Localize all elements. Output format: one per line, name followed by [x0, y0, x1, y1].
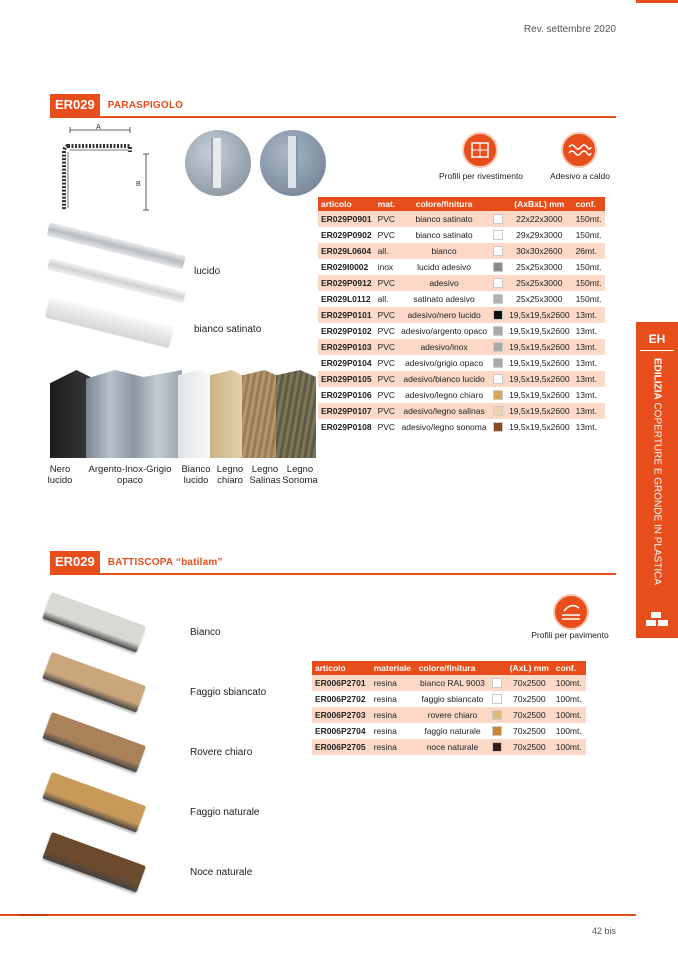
col-conf: conf.	[553, 661, 586, 675]
package: 13mt.	[573, 339, 605, 355]
size: 19,5x19,5x2600	[506, 307, 573, 323]
corner-profile-diagram	[50, 122, 162, 216]
side-tab-code: EH	[648, 332, 666, 346]
footer-line	[0, 914, 636, 916]
color-swatch	[490, 323, 506, 339]
color-swatch-box	[493, 294, 503, 304]
swatch-caption-legno-chiaro: Legno chiaro	[216, 464, 244, 486]
col-articolo: articolo	[312, 661, 371, 675]
section-title: BATTISCOPA “batilam”	[107, 556, 223, 568]
battiscopa-table	[312, 661, 586, 755]
article-code: ER029P0108	[321, 422, 372, 432]
color-swatch-box	[493, 358, 503, 368]
swatch-caption-legno-salinas: Legno Salinas	[249, 464, 281, 486]
floor-profiles-icon-group	[553, 594, 589, 630]
article-code: ER029P0102	[321, 326, 372, 336]
col-swatch	[490, 197, 506, 211]
finish: satinato adesivo	[413, 294, 475, 304]
finish: adesivo/legno sonoma	[401, 422, 487, 432]
battiscopa-image	[42, 652, 146, 713]
finish: adesivo/nero lucido	[398, 307, 490, 323]
side-tab-title: EDILIZIA COPERTURE E GRONDE IN PLASTICA	[651, 358, 663, 586]
finish: adesivo/bianco lucido	[398, 371, 490, 387]
battiscopa-label: Rovere chiaro	[190, 747, 253, 758]
color-swatch	[490, 275, 506, 291]
color-swatch-box	[492, 710, 502, 720]
color-swatch	[490, 211, 506, 227]
color-swatch	[490, 243, 506, 259]
finish: bianco	[398, 243, 490, 259]
corner-photo-1	[185, 130, 251, 196]
color-swatch-box	[493, 278, 503, 288]
table-row	[312, 675, 586, 691]
size: 19,5x19,5x2600	[509, 390, 570, 400]
col-colore: colore/finitura	[398, 197, 490, 211]
size: 19,5x19,5x2600	[509, 358, 570, 368]
color-swatch-box	[492, 694, 502, 704]
battiscopa-image	[42, 772, 146, 833]
table-row	[318, 387, 605, 403]
color-swatch	[490, 403, 506, 419]
package: 13mt.	[575, 422, 597, 432]
bricks-icon	[646, 612, 668, 626]
col-size: (AxL) mm	[506, 661, 553, 675]
article-code: ER029L0604	[318, 243, 375, 259]
floor-profiles-caption: Profili per pavimento	[531, 630, 609, 640]
top-accent-bar	[636, 0, 678, 3]
swatch-bianco	[178, 370, 214, 458]
size: 70x2500	[506, 707, 553, 723]
finish: faggio naturale	[424, 726, 481, 736]
color-swatch-box	[493, 326, 503, 336]
material: PVC	[377, 358, 396, 368]
col-conf: conf.	[573, 197, 605, 211]
article-code: ER029P0912	[318, 275, 375, 291]
paraspigolo-table	[318, 197, 605, 435]
swatch-legno-chiaro	[210, 370, 246, 458]
color-swatch-box	[493, 230, 503, 240]
material: PVC	[377, 390, 396, 400]
article-code: ER029P0106	[321, 390, 372, 400]
material: PVC	[375, 371, 398, 387]
article-code: ER029P0107	[318, 403, 375, 419]
package: 100mt.	[555, 726, 582, 736]
battiscopa-image	[42, 832, 146, 893]
article-code: ER029I0002	[321, 262, 369, 272]
floor-profiles-icon	[553, 594, 589, 630]
footer-accent	[18, 914, 48, 916]
swatch-caption-nero: Nero lucido	[47, 464, 73, 486]
table-row	[318, 307, 605, 323]
size: 19,5x19,5x2600	[509, 326, 570, 336]
table-row	[318, 291, 605, 307]
table-row	[318, 403, 605, 419]
color-swatch	[490, 371, 506, 387]
page-number: 42 bis	[591, 926, 616, 936]
size: 19,5x19,5x2600	[506, 371, 573, 387]
battiscopa-label: Faggio naturale	[190, 807, 260, 818]
article-code: ER029P0104	[321, 358, 372, 368]
corner-photo-2	[260, 130, 326, 196]
profiles-cladding-caption: Profili per rivestimento	[438, 171, 524, 181]
package: 13mt.	[575, 390, 597, 400]
hot-adhesive-caption: Adesivo a caldo	[549, 171, 610, 181]
table-row	[318, 259, 605, 275]
material: PVC	[375, 211, 398, 227]
finish: adesivo/legno salinas	[398, 403, 490, 419]
table-row	[318, 355, 605, 371]
package: 100mt.	[553, 707, 586, 723]
package: 100mt.	[553, 675, 586, 691]
color-swatch-box	[492, 726, 502, 736]
color-swatch	[489, 675, 506, 691]
swatch-caption-legno-sonoma: Legno Sonoma	[282, 464, 318, 486]
color-swatch-box	[493, 374, 503, 384]
col-mat: mat.	[375, 197, 398, 211]
article-code: ER006P2701	[312, 675, 371, 691]
section-divider	[50, 116, 616, 118]
package: 150mt.	[573, 211, 605, 227]
material: resina	[371, 707, 416, 723]
color-swatch	[489, 739, 506, 755]
battiscopa-image	[42, 592, 146, 653]
color-swatch	[490, 227, 506, 243]
finish: bianco satinato	[415, 230, 473, 240]
package: 13mt.	[573, 371, 605, 387]
article-code: ER029P0103	[318, 339, 375, 355]
material: all.	[375, 243, 398, 259]
package: 150mt.	[575, 262, 602, 272]
table-row	[312, 707, 586, 723]
swatch-caption-argento: Argento-Inox-Grigio opaco	[88, 464, 172, 486]
finish: bianco satinato	[398, 211, 490, 227]
color-swatch	[490, 259, 506, 275]
size: 19,5x19,5x2600	[506, 403, 573, 419]
battiscopa-label: Noce naturale	[190, 867, 253, 878]
package: 13mt.	[573, 403, 605, 419]
package: 100mt.	[555, 694, 582, 704]
table-row	[318, 339, 605, 355]
table-row	[318, 227, 605, 243]
table-row	[318, 371, 605, 387]
color-swatch-box	[493, 342, 503, 352]
hot-adhesive-icon	[561, 132, 597, 168]
hot-adhesive-icon-group	[561, 132, 597, 168]
table-row	[312, 723, 586, 739]
color-swatch-box	[493, 406, 503, 416]
material: resina	[373, 694, 397, 704]
article-code: ER029P0902	[321, 230, 372, 240]
color-swatch-box	[493, 422, 503, 432]
material: PVC	[375, 307, 398, 323]
article-code: ER006P2702	[315, 694, 366, 704]
package: 100mt.	[553, 739, 586, 755]
size: 19,5x19,5x2600	[506, 339, 573, 355]
color-swatch-box	[492, 678, 502, 688]
color-swatches	[50, 370, 316, 458]
color-swatch	[490, 355, 506, 371]
table-row	[312, 739, 586, 755]
revision-date: Rev. settembre 2020	[523, 24, 616, 35]
size: 25x25x3000	[516, 262, 563, 272]
color-swatch	[490, 307, 506, 323]
swatch-legno-salinas	[242, 370, 280, 458]
size: 25x25x3000	[516, 294, 563, 304]
size: 25x25x3000	[506, 275, 573, 291]
table-row	[312, 691, 586, 707]
label-lucido: lucido	[194, 266, 221, 277]
material: PVC	[375, 403, 398, 419]
section-paraspigolo-header	[50, 94, 183, 116]
side-category-tab	[636, 322, 678, 638]
battiscopa-label: Bianco	[190, 627, 221, 638]
table-row	[318, 419, 605, 435]
article-code: ER029L0112	[321, 294, 371, 304]
finish: noce naturale	[416, 739, 490, 755]
material: resina	[373, 726, 397, 736]
package: 150mt.	[573, 275, 605, 291]
finish: faggio sbiancato	[421, 694, 484, 704]
color-swatch	[490, 387, 506, 403]
table-row	[318, 323, 605, 339]
battiscopa-image	[42, 712, 146, 773]
color-swatch-box	[493, 262, 503, 272]
package: 150mt.	[575, 294, 602, 304]
package: 150mt.	[575, 230, 602, 240]
swatch-caption-bianco: Bianco lucido	[181, 464, 211, 486]
finish: rovere chiaro	[416, 707, 490, 723]
table-row	[318, 211, 605, 227]
label-bianco-satinato: bianco satinato	[194, 324, 262, 335]
finish: bianco RAL 9003	[416, 675, 490, 691]
profiles-cladding-icon-group	[462, 132, 498, 168]
section-battiscopa-header	[50, 551, 223, 573]
size: 19,5x19,5x2600	[509, 422, 570, 432]
article-code: ER029P0101	[318, 307, 375, 323]
material: all.	[377, 294, 389, 304]
table-row	[318, 275, 605, 291]
table-header-row	[318, 197, 605, 211]
material: inox	[377, 262, 394, 272]
size: 29x29x3000	[516, 230, 563, 240]
col-swatch	[489, 661, 506, 675]
finish: adesivo/legno chiaro	[405, 390, 484, 400]
article-code: ER029P0901	[318, 211, 375, 227]
material: PVC	[375, 275, 398, 291]
color-swatch-box	[493, 214, 503, 224]
size: 22x22x3000	[506, 211, 573, 227]
col-articolo: articolo	[318, 197, 375, 211]
material: resina	[371, 675, 416, 691]
color-swatch	[490, 339, 506, 355]
table-row	[318, 243, 605, 259]
finish: adesivo/grigio opaco	[405, 358, 484, 368]
color-swatch-box	[493, 310, 503, 320]
section-divider	[50, 573, 616, 575]
article-code: ER006P2703	[312, 707, 371, 723]
color-swatch	[490, 419, 506, 435]
material: PVC	[377, 230, 396, 240]
size: 30x30x2600	[506, 243, 573, 259]
dimension-b-label: B	[136, 181, 141, 188]
dimension-a-label: A	[96, 124, 101, 131]
finish: adesivo/argento opaco	[401, 326, 488, 336]
color-swatch	[490, 291, 506, 307]
article-code: ER006P2705	[312, 739, 371, 755]
article-code: ER029P0105	[318, 371, 375, 387]
table-header-row	[312, 661, 586, 675]
package: 13mt.	[575, 326, 597, 336]
col-colore: colore/finitura	[416, 661, 490, 675]
section-code: ER029	[50, 551, 100, 573]
color-swatch	[489, 691, 506, 707]
size: 70x2500	[506, 675, 553, 691]
profiles-cladding-icon	[462, 132, 498, 168]
package: 13mt.	[573, 307, 605, 323]
finish: adesivo/inox	[398, 339, 490, 355]
swatch-legno-sonoma	[276, 370, 316, 458]
col-size: (AxBxL) mm	[506, 197, 573, 211]
color-swatch-box	[492, 742, 502, 752]
color-swatch	[489, 723, 506, 739]
size: 70x2500	[512, 694, 546, 704]
package: 26mt.	[573, 243, 605, 259]
material: PVC	[377, 326, 396, 336]
section-title: PARASPIGOLO	[107, 99, 184, 111]
swatch-argento-inox-grigio	[86, 370, 182, 458]
finish: adesivo	[398, 275, 490, 291]
package: 13mt.	[575, 358, 597, 368]
color-swatch-box	[493, 390, 503, 400]
col-materiale: materiale	[371, 661, 416, 675]
color-swatch-box	[493, 246, 503, 256]
size: 70x2500	[506, 739, 553, 755]
section-code: ER029	[50, 94, 100, 116]
color-swatch	[489, 707, 506, 723]
battiscopa-label: Faggio sbiancato	[190, 687, 267, 698]
material: PVC	[375, 339, 398, 355]
size: 70x2500	[512, 726, 546, 736]
material: PVC	[377, 422, 396, 432]
article-code: ER006P2704	[315, 726, 366, 736]
material: resina	[371, 739, 416, 755]
finish: lucido adesivo	[417, 262, 471, 272]
profile-image-bianco-satinato	[45, 296, 175, 348]
